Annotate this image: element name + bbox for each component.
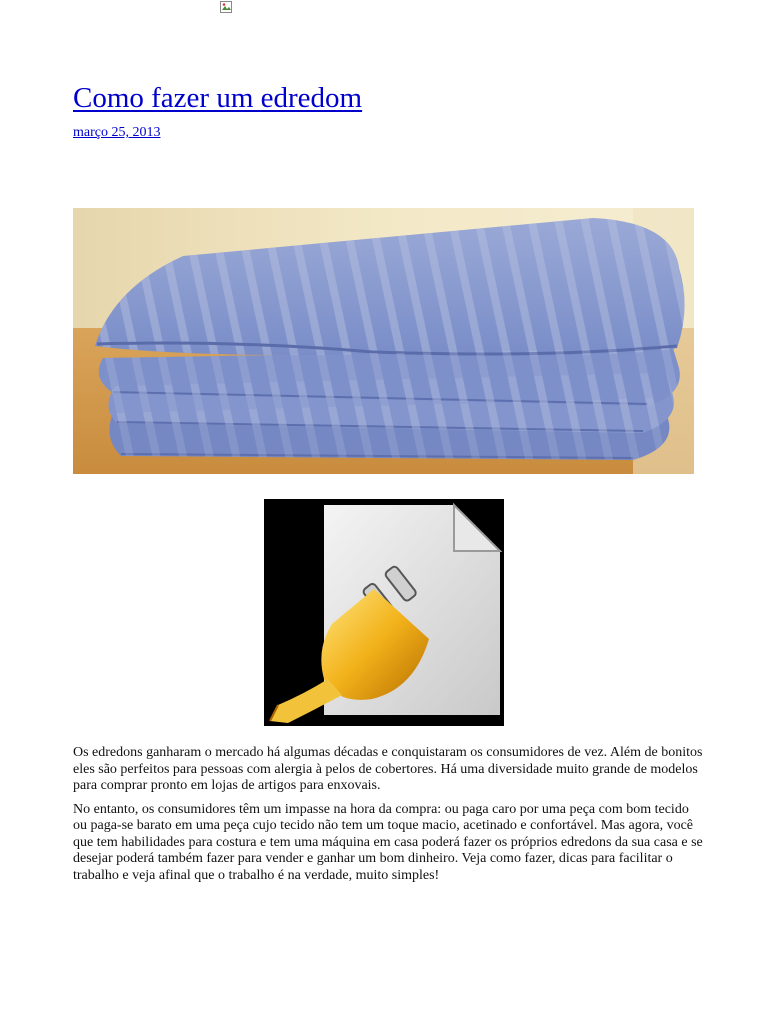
article-title[interactable]: Como fazer um edredom [73,82,363,114]
article-date-link[interactable]: março 25, 2013 [73,125,161,140]
broken-image-icon [220,0,234,12]
paragraph-1: Os edredons ganharam o mercado há algumas décadas e conquistaram os consumidores de vez. Além de bonitos eles são perfeitos para pessoas com alergia à pelos de cobertores. Há uma diversidade muito grande de modelos para comprar pronto em lojas de artigos para enxovais. [73,745,703,793]
paragraph-2: No entanto, os consumidores têm um impasse na hora da compra: ou paga caro por uma peça com bom tecido ou paga-se barato em uma peça cujo tecido não tem um toque macio, acetinado e confortável. Mas agora, você que tem habilidades para costura e tem uma máquina em casa poderá fazer os próprios edredons da sua casa e se desejar poderá também fazer para vender e ganhar um bom dinheiro. Veja como fazer, dicas para facilitar o trabalho e veja afinal que o trabalho é na verdade, muito simples! [73,801,703,883]
duvet-photo [73,208,694,474]
article-body [73,745,703,891]
missing-plugin-icon[interactable] [264,499,504,726]
